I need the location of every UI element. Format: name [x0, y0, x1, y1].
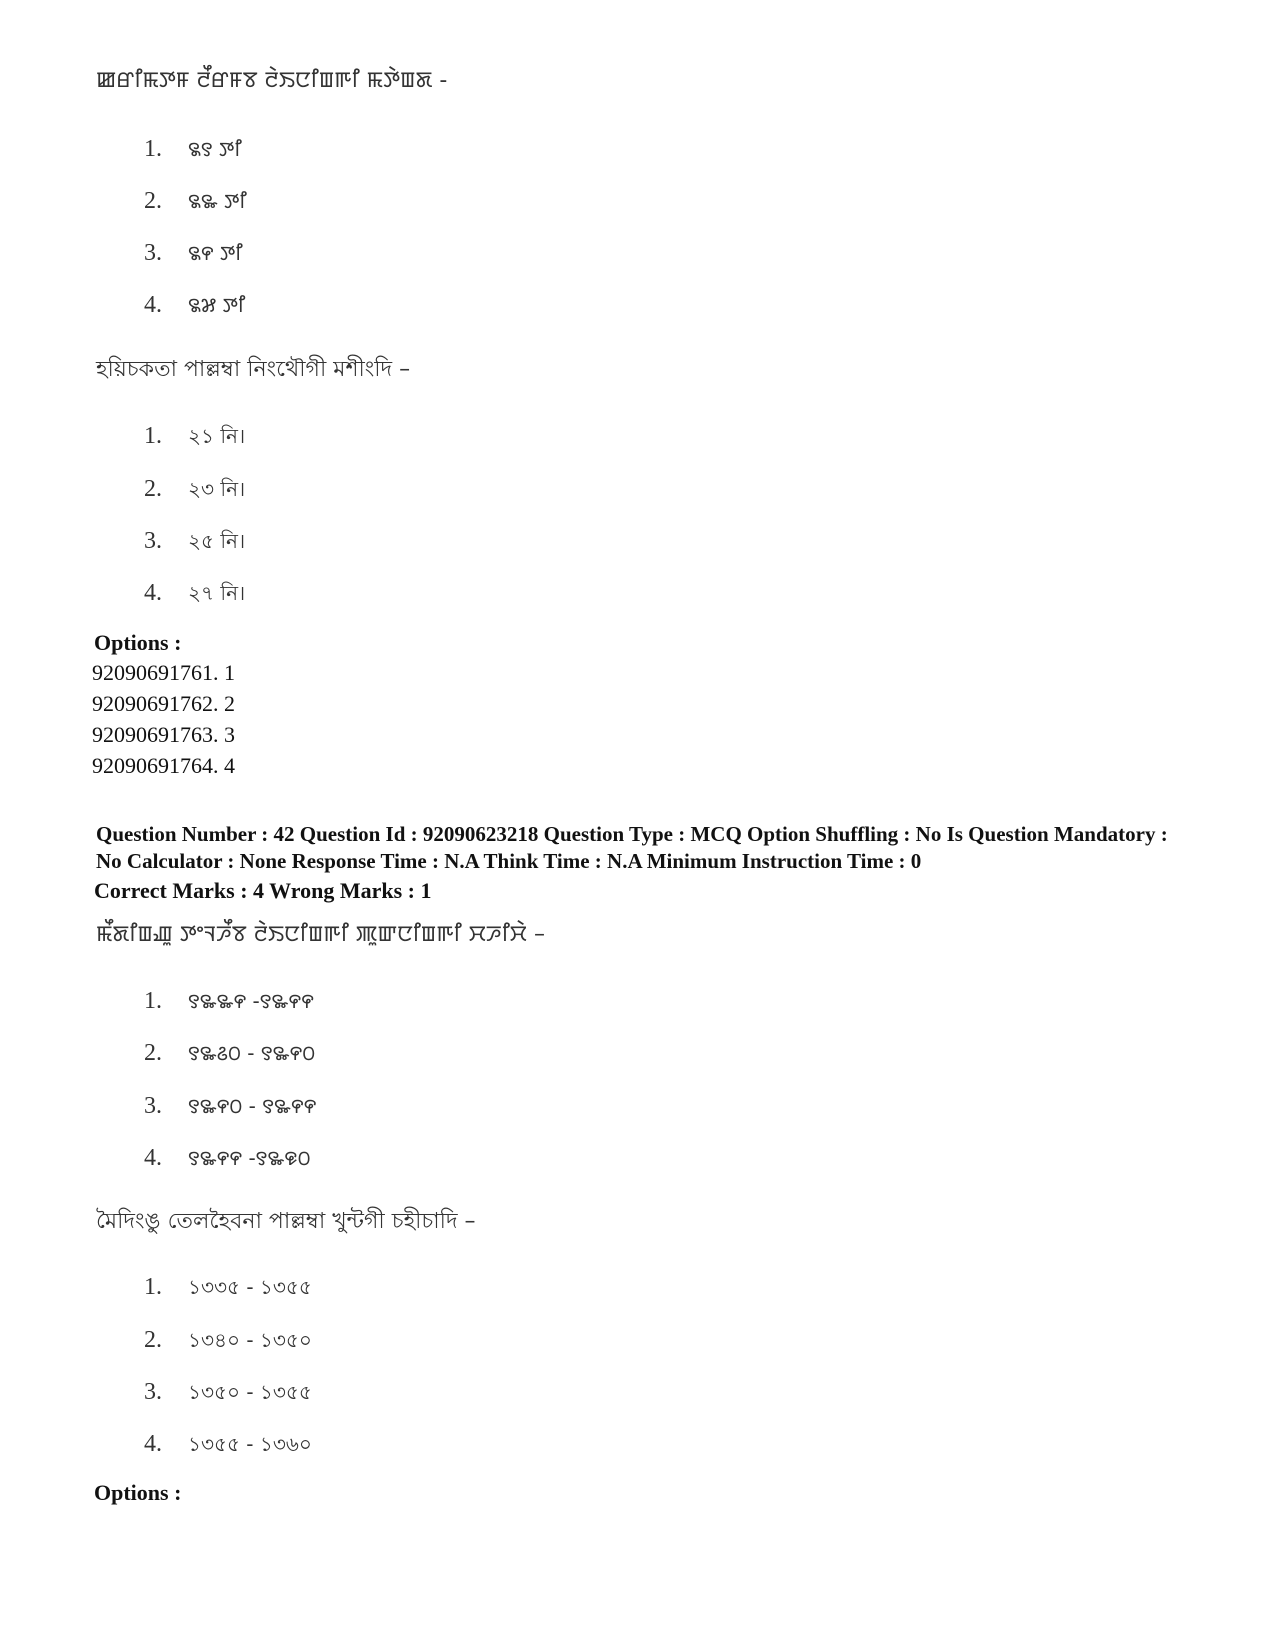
option-id-1: 92090691761. 1 — [92, 660, 235, 685]
option-value: ꯲꯳ ꯇꯤ — [188, 189, 247, 213]
option-value: ꯲꯱ ꯇꯤ — [188, 137, 242, 161]
option-value: ꯲꯵ ꯇꯤ — [188, 241, 243, 265]
question-41-meitei-text: ꯀꯔꯤꯃꯇꯝ ꯂꯩꯔꯝꯕ ꯂꯥꯏꯅꯤꯡꯒꯤ ꯃꯇꯥꯡꯗ - — [96, 68, 448, 93]
option-number: 3. — [144, 1379, 162, 1405]
option-number: 3. — [144, 240, 162, 266]
option-number: 4. — [144, 1145, 162, 1171]
q42-meitei-option-3 — [144, 1093, 316, 1120]
option-value: ২৩ নি। — [188, 477, 246, 501]
options-label: Options : — [94, 1480, 182, 1505]
q42-bengali-option-2 — [144, 1326, 312, 1359]
option-id-3: 92090691763. 3 — [92, 722, 235, 747]
q42-meitei-option-1 — [144, 988, 314, 1015]
option-value: ১৩৩৫ - ১৩৫৫ — [188, 1275, 312, 1299]
question-41-bengali-text: হয়িচকতা পাল্লম্বা নিংথৌগী মশীংদি – — [96, 357, 411, 382]
q42-meitei-option-2 — [144, 1040, 315, 1067]
q41-meitei-option-2 — [144, 188, 247, 215]
option-value: ১৩৪০ - ১৩৫০ — [188, 1328, 312, 1352]
option-value: ১৩৫৫ - ১৩৬০ — [188, 1432, 312, 1456]
option-value: ২৭ নি। — [188, 581, 246, 605]
question-42-meta: Question Number : 42 Question Id : 92090623218 Question Type : MCQ Option Shuffling : No Is Question Mandatory : No Calculator : None Response Time : N.A Think Time : N.A Minimum Instruction Time : 0 — [96, 822, 1168, 873]
options-label: Options : — [94, 630, 182, 655]
option-value: ꯲꯷ ꯇꯤ — [188, 293, 246, 317]
option-id-2: 92090691762. 2 — [92, 691, 235, 716]
q42-bengali-option-4 — [144, 1430, 312, 1463]
option-number: 4. — [144, 580, 162, 606]
q41-bengali-option-1 — [144, 422, 245, 455]
option-id-4: 92090691764. 4 — [92, 753, 235, 778]
option-number: 1. — [144, 423, 162, 449]
option-number: 2. — [144, 1040, 162, 1066]
question-42-marks: Correct Marks : 4 Wrong Marks : 1 — [94, 878, 432, 903]
option-number: 2. — [144, 476, 162, 502]
question-42-meitei-text: ꯃꯩꯗꯤꯡꯉꯨ ꯇꯦꯜꯍꯩꯕ ꯂꯥꯏꯅꯤꯡꯒꯤ ꯄꯨꯛꯅꯤꯡꯒꯤ ꯆꯍꯤꯆꯥ – — [96, 922, 545, 947]
option-number: 1. — [144, 988, 162, 1014]
q41-meitei-option-1 — [144, 136, 242, 163]
option-value: ১৩৫০ - ১৩৫৫ — [188, 1380, 312, 1404]
option-value: ২১ নি। — [188, 424, 246, 448]
option-value: ꯱꯳꯳꯵ -꯱꯳꯵꯵ — [188, 989, 314, 1013]
q41-bengali-option-4 — [144, 579, 245, 612]
option-number: 1. — [144, 136, 162, 162]
q41-meitei-option-4 — [144, 292, 245, 319]
option-number: 4. — [144, 1431, 162, 1457]
q42-bengali-option-1 — [144, 1273, 312, 1306]
q42-meitei-option-4 — [144, 1145, 311, 1172]
option-number: 2. — [144, 1327, 162, 1353]
q41-bengali-option-2 — [144, 475, 245, 508]
option-number: 1. — [144, 1274, 162, 1300]
option-value: ꯱꯳꯵꯰ - ꯱꯳꯵꯵ — [188, 1094, 317, 1118]
q41-meitei-option-3 — [144, 240, 243, 267]
option-value: ꯱꯳꯴꯰ - ꯱꯳꯵꯰ — [188, 1041, 316, 1065]
option-value: ꯱꯳꯵꯵ -꯱꯳꯶꯰ — [188, 1146, 311, 1170]
option-number: 3. — [144, 1093, 162, 1119]
option-value: ২৫ নি। — [188, 529, 246, 553]
q41-bengali-option-3 — [144, 527, 245, 560]
option-number: 4. — [144, 292, 162, 318]
option-number: 2. — [144, 188, 162, 214]
q42-bengali-option-3 — [144, 1378, 312, 1411]
question-42-bengali-text: মৈদিংঙু তেলহৈবনা পাল্লম্বা খুন্টগী চহীচাদি – — [96, 1209, 476, 1234]
option-number: 3. — [144, 528, 162, 554]
